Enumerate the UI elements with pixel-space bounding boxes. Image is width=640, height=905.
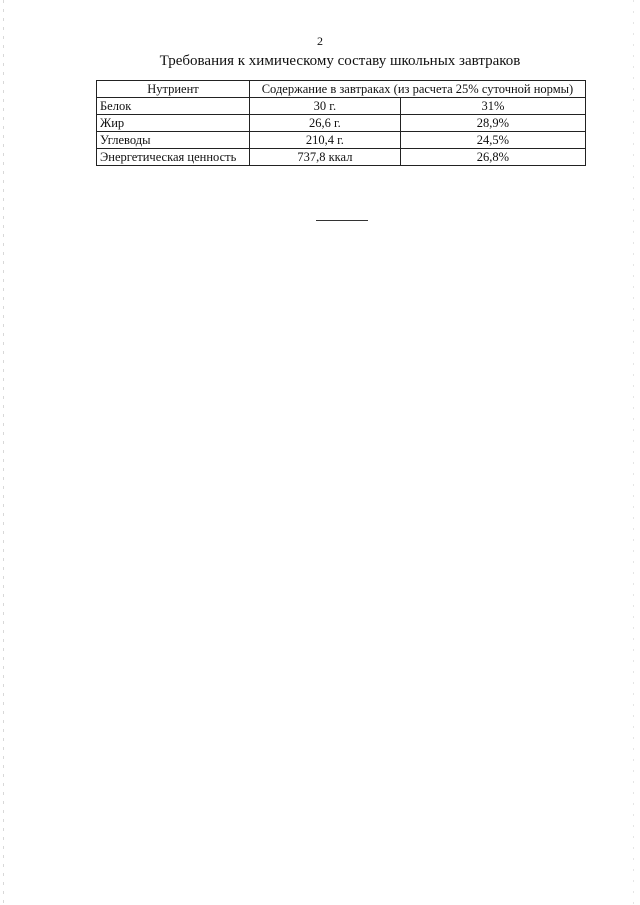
table-header-row — [97, 81, 586, 98]
row-amount: 26,6 г. — [249, 115, 400, 132]
row-amount: 737,8 ккал — [249, 149, 400, 166]
scan-edge-left — [3, 0, 4, 905]
row-percent: 24,5% — [400, 132, 585, 149]
header-nutrient: Нутриент — [97, 81, 250, 98]
row-nutrient: Энергетическая ценность — [97, 149, 250, 166]
row-percent: 26,8% — [400, 149, 585, 166]
scan-edge-right — [633, 0, 634, 905]
row-amount: 210,4 г. — [249, 132, 400, 149]
document-title: Требования к химическому составу школьных завтраков — [159, 53, 521, 69]
nutrition-table — [96, 80, 586, 166]
row-nutrient: Белок — [97, 98, 250, 115]
row-amount: 30 г. — [249, 98, 400, 115]
end-of-document-rule — [316, 220, 368, 221]
row-percent: 31% — [400, 98, 585, 115]
table-row — [97, 115, 586, 132]
page-number: 2 — [317, 34, 323, 48]
header-content: Содержание в завтраках (из расчета 25% суточной нормы) — [249, 81, 585, 98]
row-percent: 28,9% — [400, 115, 585, 132]
row-nutrient: Углеводы — [97, 132, 250, 149]
row-nutrient: Жир — [97, 115, 250, 132]
table-row — [97, 98, 586, 115]
table-row — [97, 132, 586, 149]
table-row — [97, 149, 586, 166]
